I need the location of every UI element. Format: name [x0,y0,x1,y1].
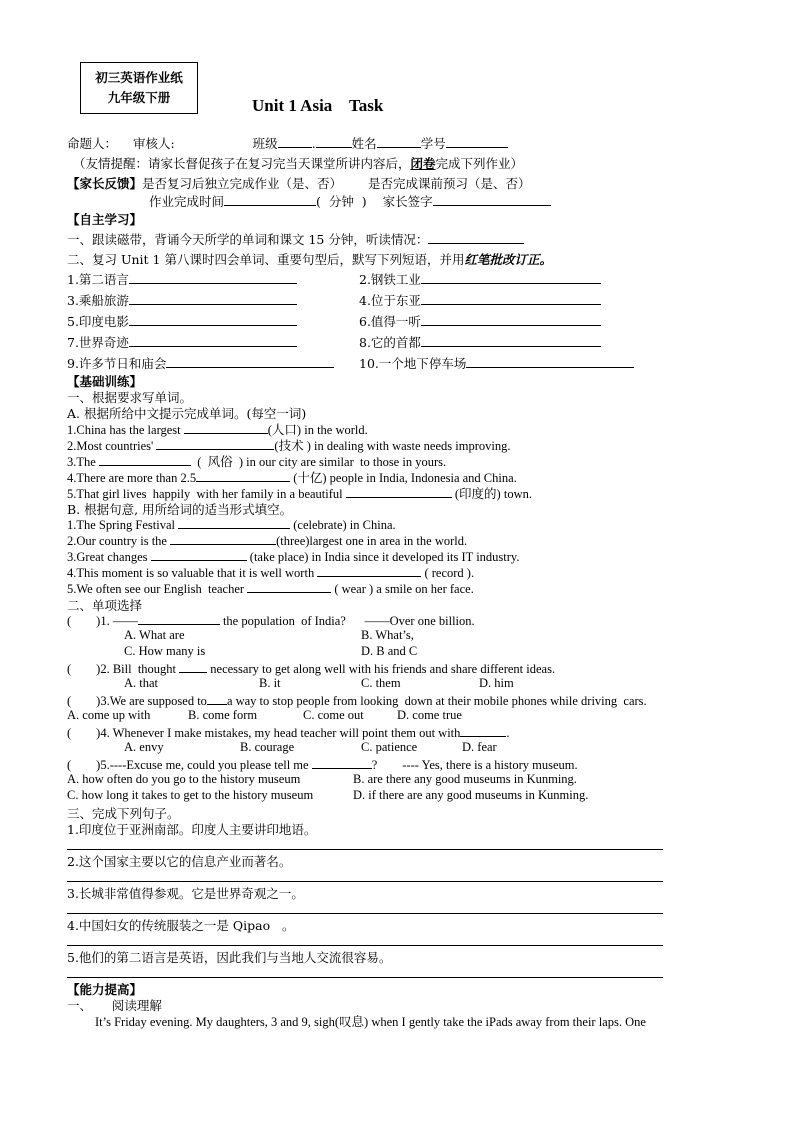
mc-4-opt-a[interactable]: A. envy [124,740,164,754]
time-field[interactable] [224,193,316,206]
basic-a-title: A. 根据所给中文提示完成单词。(每空一词) [67,406,307,421]
self-study-p1-text: 一、跟读磁带，背诵今天所学的单词和课文 15 分钟，听读情况： [67,232,429,247]
a-item-3: 3.The ( 风俗 ) in our city are similar to those in yours. [67,455,447,469]
id-field[interactable] [446,135,508,148]
mc-4-opt-b[interactable]: B. courage [240,740,295,754]
info-row: 命题人： 审核人: 班级 . 姓名 学号 [67,134,508,152]
reminder-end: 完成下列作业） [435,156,524,171]
sentence-4: 4.中国妇女的传统服装之一是 Qipao 。 [67,918,295,933]
answer-line-4[interactable] [67,945,663,946]
mc-4-opt-d[interactable]: D. fear [462,740,497,754]
a-item-1: 1.China has the largest (人口) in the world. [67,423,368,437]
b-item-3: 3.Great changes (take place) in India since it developed its IT industry. [67,550,520,564]
sentence-3: 3.长城非常值得参观。它是世界奇观之一。 [67,886,304,901]
feedback-row-1 [67,174,531,192]
mc-2-opt-d[interactable]: D. him [479,676,514,690]
mc-3-opt-c[interactable]: C. come out [303,708,364,722]
sign-field[interactable] [433,193,551,206]
b-item-1: 1.The Spring Festival (celebrate) in China. [67,518,396,532]
mc-3-opt-a[interactable]: A. come up with [67,708,151,722]
sentence-5: 5.他们的第二语言是英语，因此我们与当地人交流很容易。 [67,950,392,965]
mc-4-question: ( )4. Whenever I make mistakes, my head teacher will point them out with . [67,726,510,740]
page-title: Unit 1 Asia Task [252,96,384,115]
mc-2-opt-a[interactable]: A. that [124,676,159,690]
class-field[interactable] [278,135,312,148]
phrase-7: 7.世界奇迹 [67,333,297,351]
mc-3-opt-b[interactable]: B. come form [188,708,258,722]
mc-2-opt-c[interactable]: C. them [361,676,401,690]
phrase-3: 3.乘船旅游 [67,291,297,309]
mc-5-opt-b[interactable]: B. are there any good museums in Kunming. [353,772,577,786]
basic-s3: 三、完成下列句子。 [67,806,180,821]
mc-1-opt-c[interactable]: C. How many is [124,644,206,658]
sentence-2: 2.这个国家主要以它的信息产业而著名。 [67,854,292,869]
b-item-2: 2.Our country is the (three)largest one in area in the world. [67,534,468,548]
answer-line-2[interactable] [67,881,663,882]
mc-1-opt-b[interactable]: B. What’s, [361,628,414,642]
basic-b-title: B. 根据句意, 用所给词的适当形式填空。 [67,502,293,517]
feedback-label: 【家长反馈】 [67,176,143,191]
feedback-q2: 是否完成课前预习（是、否） [368,176,531,191]
name-field[interactable] [377,135,421,148]
sentence-1: 1.印度位于亚洲南部。印度人主要讲印地语。 [67,822,317,837]
sign-label: 家长签字 [382,194,433,209]
id-label: 学号 [420,136,446,151]
mc-3-question: ( )3.We are supposed to a way to stop people from looking down at their mobile phones while driving cars. [67,694,647,708]
self-study-heading: 【自主学习】 [67,212,143,227]
a-item-2: 2.Most countries' (技术 ) in dealing with waste needs improving. [67,439,511,453]
ability-heading: 【能力提高】 [67,982,143,997]
b-item-5: 5.We often see our English teacher ( wear ) a smile on her face. [67,582,474,596]
mc-5-opt-a[interactable]: A. how often do you go to the history museum [67,772,301,786]
reviewer-label: 审核人: [132,136,175,151]
time-label: 作业完成时间 [149,194,225,209]
phrase-4: 4.位于东亚 [359,291,601,309]
feedback-row-2 [149,192,551,210]
header-box-line2: 九年级下册 [107,90,171,105]
mc-5-question: ( )5.----Excuse me, could you please tell me ? ---- Yes, there is a history museum. [67,758,578,772]
reminder [73,154,523,172]
reminder-text: （友情提醒：请家长督促孩子在复习完当天课堂所讲内容后， [73,156,411,171]
name-label: 姓名 [351,136,377,151]
answer-line-3[interactable] [67,913,663,914]
reading-passage: It’s Friday evening. My daughters, 3 and 9, sigh(叹息) when I gently take the iPads away from their laps. One [95,1015,646,1029]
answer-line-5[interactable] [67,977,663,978]
mc-4-opt-c[interactable]: C. patience [361,740,418,754]
a-item-5: 5.That girl lives happily with her family in a beautiful (印度的) town. [67,487,532,501]
basic-s1: 一、根据要求写单词。 [67,390,193,405]
class-field-2[interactable] [316,135,352,148]
mc-2-opt-b[interactable]: B. it [259,676,281,690]
mc-5-opt-c[interactable]: C. how long it takes to get to the history museum [67,788,314,802]
mc-1-opt-d[interactable]: D. B and C [361,644,418,658]
basic-heading: 【基础训练】 [67,374,143,389]
self-study-p2-text: 二、复习 Unit 1 第八课时四会单词、重要句型后，默写下列短语，并用 [67,252,465,267]
phrase-5: 5.印度电影 [67,312,297,330]
ability-s1: 一、 阅读理解 [67,998,162,1013]
phrase-2: 2.钢铁工业 [359,270,601,288]
header-box-line1: 初三英语作业纸 [95,70,183,85]
author-label: 命题人： [67,136,118,151]
self-study-p1 [67,230,524,248]
basic-s2: 二、单项选择 [67,598,143,613]
a-item-4: 4.There are more than 2.5 (十亿) people in India, Indonesia and China. [67,471,517,485]
phrase-8: 8.它的首都 [359,333,601,351]
self-study-p2-emph: 红笔批改订正。 [464,252,552,267]
self-study-p2 [67,250,552,268]
phrase-9: 9.许多节日和庙会 [67,354,334,372]
mc-5-opt-d[interactable]: D. if there are any good museums in Kunming. [353,788,589,802]
b-item-4: 4.This moment is so valuable that it is well worth ( record ). [67,566,475,580]
mc-1-question: ( )1. —— the population of India? ——Over one billion. [67,614,475,628]
phrase-6: 6.值得一听 [359,312,601,330]
minutes-label: ( 分钟 ) [316,194,367,209]
class-label: 班级 [252,136,278,151]
phrase-10: 10.一个地下停车场 [359,354,634,372]
mc-2-question: ( )2. Bill thought necessary to get along well with his friends and share different ideas. [67,662,556,676]
mc-3-opt-d[interactable]: D. come true [397,708,462,722]
answer-line-1[interactable] [67,849,663,850]
feedback-q1: 是否复习后独立完成作业（是、否） [142,176,343,191]
listening-field[interactable] [428,231,524,244]
header-box [80,62,198,114]
mc-1-opt-a[interactable]: A. What are [124,628,185,642]
phrase-1: 1.第二语言 [67,270,297,288]
reminder-bold: 闭卷 [410,156,436,171]
